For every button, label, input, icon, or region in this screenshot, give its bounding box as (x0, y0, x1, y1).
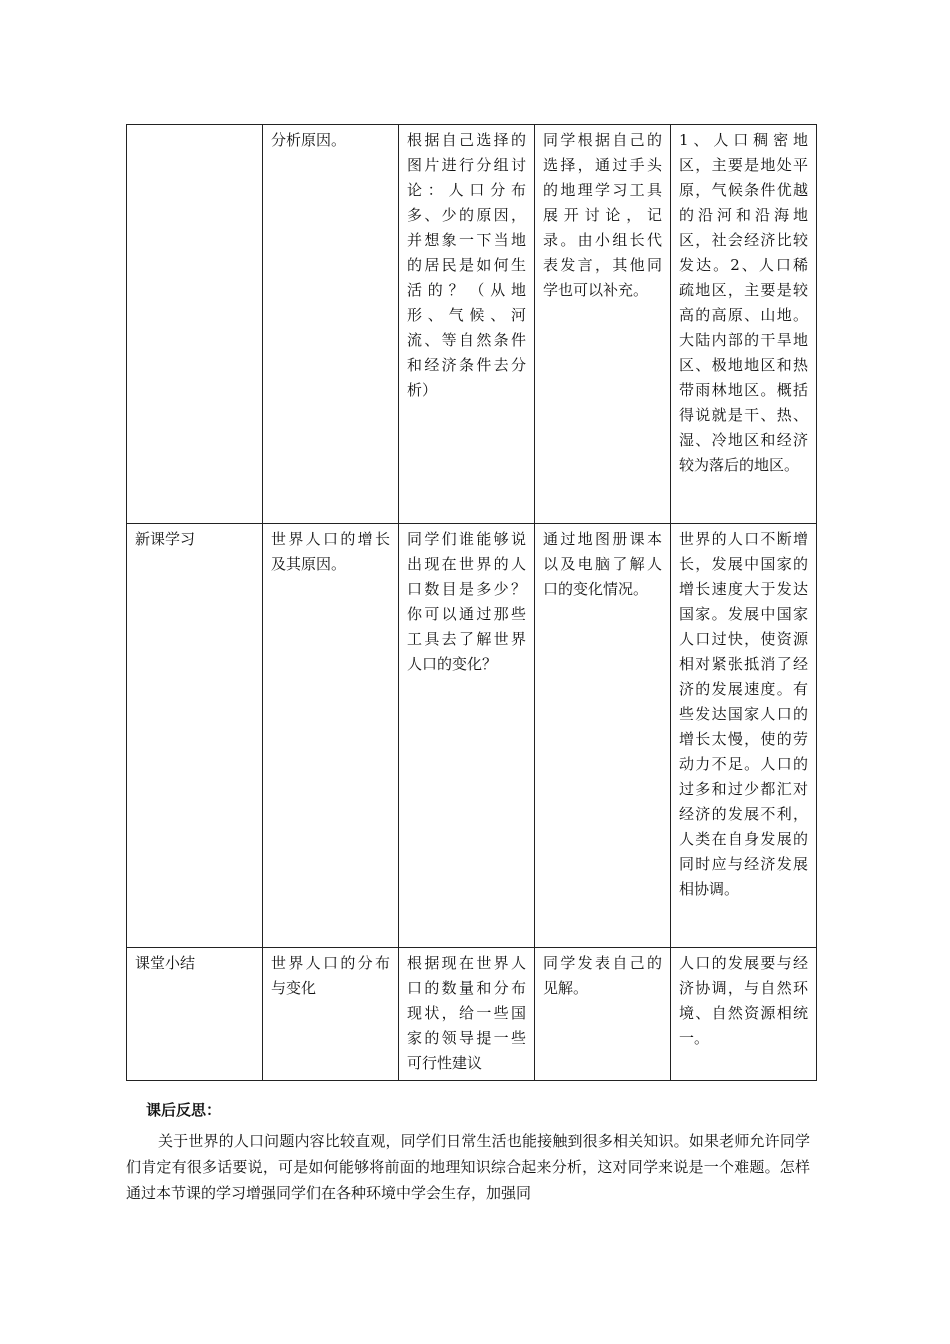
teacher-activity-cell: 根据自己选择的图片进行分组讨论：人口分布多、少的原因，并想象一下当地的居民是如何生活的？（从地形、气候、河流、等自然条件和经济条件去分析） (399, 125, 535, 524)
reflection-title: 课后反思： (146, 1101, 222, 1119)
stage-cell: 新课学习 (127, 524, 263, 948)
stage-cell (127, 125, 263, 524)
table-row (127, 524, 817, 948)
student-activity-cell: 同学发表自己的见解。 (535, 948, 671, 1081)
reflection-body: 关于世界的人口问题内容比较直观，同学们日常生活也能接触到很多相关知识。如果老师允许同学们肯定有很多话要说，可是如何能够将前面的地理知识综合起来分析，这对同学来说是一个难题。怎样通过本节课的学习增强同学们在各种环境中学会生存，加强同 (126, 1132, 810, 1202)
teacher-activity-cell: 同学们谁能够说出现在世界的人口数目是多少？你可以通过那些工具去了解世界人口的变化？ (399, 524, 535, 948)
content-cell: 世界人口的增长及其原因。 (263, 524, 399, 948)
student-activity-cell: 通过地图册课本以及电脑了解人口的变化情况。 (535, 524, 671, 948)
lesson-plan-table (126, 124, 817, 1081)
content-cell: 世界人口的分布与变化 (263, 948, 399, 1081)
student-activity-cell: 同学根据自己的选择，通过手头的地理学习工具展开讨论，记录。由小组长代表发言，其他同学也可以补充。 (535, 125, 671, 524)
content-cell: 分析原因。 (263, 125, 399, 524)
stage-cell: 课堂小结 (127, 948, 263, 1081)
notes-cell: 世界的人口不断增长，发展中国家的增长速度大于发达国家。发展中国家人口过快，使资源相对紧张抵消了经济的发展速度。有些发达国家人口的增长太慢，使的劳动力不足。人口的过多和过少都汇对经济的发展不利，人类在自身发展的同时应与经济发展相协调。 (671, 524, 817, 948)
reflection-section (126, 1098, 810, 1206)
notes-cell: 人口的发展要与经济协调，与自然环境、自然资源相统一。 (671, 948, 817, 1081)
notes-cell: 1、人口稠密地区，主要是地处平原，气候条件优越的沿河和沿海地区，社会经济比较发达。2、人口稀疏地区，主要是较高的高原、山地。大陆内部的干旱地区、极地地区和热带雨林地区。概括得说就是干、热、湿、冷地区和经济较为落后的地区。 (671, 125, 817, 524)
table-row (127, 125, 817, 524)
teacher-activity-cell: 根据现在世界人口的数量和分布现状，给一些国家的领导提一些可行性建议 (399, 948, 535, 1081)
table-row (127, 948, 817, 1081)
